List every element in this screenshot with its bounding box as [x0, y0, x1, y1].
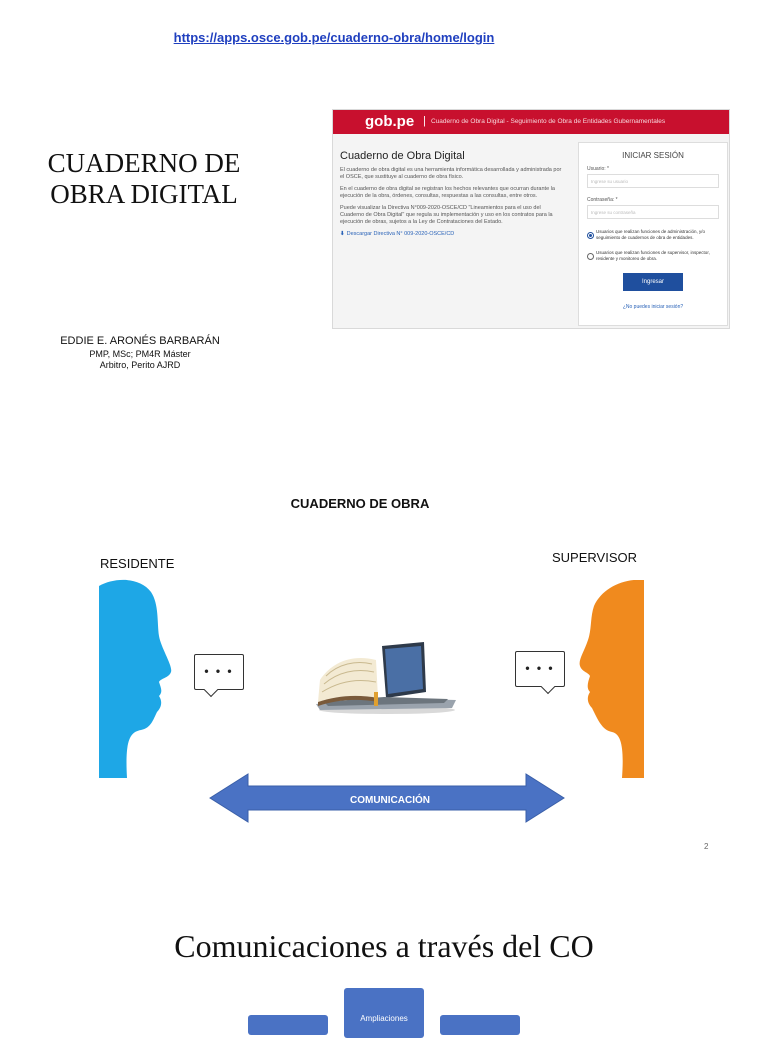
diagram-box-center [344, 988, 424, 1038]
user-input[interactable]: Ingrese su usuario [587, 174, 719, 188]
residente-label: RESIDENTE [100, 556, 175, 571]
diagram-box-left [248, 1015, 328, 1035]
laptop-book-image [312, 640, 458, 716]
page-number: 2 [704, 842, 709, 851]
intro-paragraph-3: Puede visualizar la Directiva N°009-2020-OSCE/CD "Lineamientos para el uso del Cuaderno de Obra Digital" que regula su implementación y uso en los contratos para la ejecución de obras, sujetos a la Ley de Contrataciones del Estado. [340, 205, 553, 225]
header-separator: | [423, 115, 426, 127]
radio-admin-users[interactable] [587, 232, 594, 239]
title-line-1: CUADERNO DE [47, 148, 241, 178]
supervisor-head-silhouette-icon [578, 580, 644, 778]
download-directive-link[interactable] [340, 231, 565, 237]
bubble-dots: • • • [204, 664, 234, 678]
user-label: Usuario: * [587, 166, 609, 172]
gob-logo: gob.pe [365, 113, 415, 130]
header-subtitle: Cuaderno de Obra Digital - Seguimiento de Obra de Entidades Gubernamentales [431, 118, 666, 125]
password-label: Contraseña: * [587, 197, 618, 203]
intro-paragraph-1: El cuaderno de obra digital es una herramienta informática desarrollada y administrada por el OSCE, que sustituye al cuaderno de obra físico. [340, 167, 562, 180]
author-credentials: PMP, MSc; PM4R Máster [89, 349, 191, 359]
bubble-dots: • • • [525, 661, 555, 675]
intro-paragraph-2: En el cuaderno de obra digital se registran los hechos relevantes que ocurran durante la ejecución de la obra, órdenes, consultas, respuestas a las consultas, entre otros. [340, 186, 555, 199]
url-link[interactable]: https://apps.osce.gob.pe/cuaderno-obra/home/login [173, 30, 495, 45]
login-page-screenshot [332, 109, 730, 329]
download-link-text: Descargar Directiva N° 009-2020-OSCE/CD [346, 231, 455, 237]
forgot-login-link[interactable]: ¿No puedes iniciar sesión? [622, 304, 684, 310]
supervisor-label: SUPERVISOR [552, 550, 638, 565]
gob-header-bar [333, 110, 729, 134]
title-line-2: OBRA DIGITAL [50, 179, 238, 209]
slide3-title: Comunicaciones a través del CO [174, 928, 594, 964]
slide-title [30, 148, 258, 210]
download-icon: ⬇ [340, 231, 345, 237]
author-name: EDDIE E. ARONÉS BARBARÁN [60, 335, 220, 347]
radio-field-users[interactable] [587, 253, 594, 260]
diagram-box-center-label: Ampliaciones [360, 1014, 408, 1023]
section-heading: CUADERNO DE OBRA [290, 496, 430, 511]
resident-head-silhouette-icon [99, 578, 174, 778]
login-button[interactable]: Ingresar [623, 273, 683, 291]
speech-bubble-left [194, 654, 244, 690]
login-title: INICIAR SESIÓN [622, 151, 684, 160]
speech-bubble-right [515, 651, 565, 687]
intro-pane [340, 150, 565, 237]
password-input[interactable]: Ingrese su contraseña [587, 205, 719, 219]
radio-admin-label: Usuarios que realizan funciones de administración, y/o seguimiento de cuadernos de obra de entidades. [596, 229, 706, 240]
author-role: Arbitro, Perito AJRD [99, 360, 181, 370]
diagram-box-right [440, 1015, 520, 1035]
communication-label: COMUNICACIÓN [350, 795, 430, 806]
radio-field-label: Usuarios que realizan funciones de supervisor, inspector, residente y monitoreo de obra. [596, 250, 710, 261]
login-panel [578, 142, 728, 326]
intro-title: Cuaderno de Obra Digital [340, 150, 465, 162]
